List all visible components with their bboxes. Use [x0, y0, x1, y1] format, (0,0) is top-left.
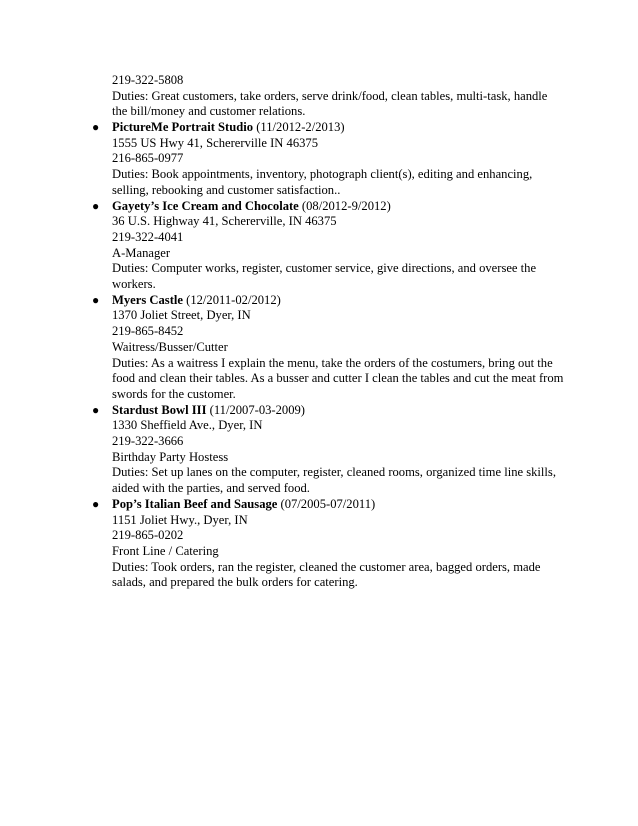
- employer-name: PictureMe Portrait Studio: [112, 120, 254, 134]
- address: 1555 US Hwy 41, Schererville IN 46375: [112, 135, 319, 150]
- job-title: A-Manager: [112, 245, 171, 260]
- bullet-icon: ●: [92, 292, 100, 307]
- job-heading: [112, 403, 562, 419]
- phone-number: 219-865-8452: [112, 324, 184, 339]
- bullet-icon: ●: [92, 198, 100, 213]
- job-title: Waitress/Busser/Cutter: [112, 339, 228, 354]
- duties-line: salads, and prepared the bulk orders for catering.: [112, 575, 358, 590]
- duties-line: Duties: Computer works, register, customer service, give directions, and oversee the: [112, 261, 537, 276]
- bullet-icon: ●: [92, 496, 100, 511]
- address: 1151 Joliet Hwy., Dyer, IN: [112, 512, 248, 527]
- employer-name: Gayety’s Ice Cream and Chocolate: [112, 198, 299, 213]
- job-heading: [112, 497, 562, 513]
- employer-name: Stardust Bowl III: [112, 402, 207, 417]
- duties-line: the bill/money and customer relations.: [112, 104, 306, 119]
- address: 1330 Sheffield Ave., Dyer, IN: [112, 418, 263, 433]
- bullet-icon: ●: [92, 402, 100, 417]
- phone-number: 219-865-0202: [112, 528, 184, 543]
- address: 1370 Joliet Street, Dyer, IN: [112, 308, 251, 323]
- job-title: Front Line / Catering: [112, 543, 219, 558]
- job-entry-gayetys: [0, 199, 562, 293]
- job-title: Birthday Party Hostess: [112, 449, 229, 464]
- duties-line: Duties: Book appointments, inventory, photograph client(s), editing and enhancing,: [112, 167, 533, 182]
- address: 36 U.S. Highway 41, Schererville, IN 46375: [112, 214, 337, 229]
- phone-number: 219-322-3666: [112, 434, 184, 449]
- phone-number: 219-322-5808: [112, 73, 184, 87]
- employment-dates: (12/2011-02/2012): [183, 292, 281, 307]
- job-heading: [112, 120, 562, 136]
- duties-line: Duties: As a waitress I explain the menu, take the orders of the costumers, bring out the: [112, 355, 553, 370]
- employment-dates: (11/2007-03-2009): [206, 402, 306, 417]
- employer-name: Myers Castle: [112, 292, 183, 307]
- job-entry-myers-castle: [0, 293, 562, 403]
- duties-line: Duties: Great customers, take orders, serve drink/food, clean tables, multi-task, handle: [112, 88, 548, 103]
- job-entry-stardust-bowl: [0, 403, 562, 497]
- job-entry-pictureme: [0, 120, 562, 199]
- duties-line: swords for the customer.: [112, 386, 236, 401]
- duties-line: food and clean their tables. As a busser and cutter I clean the tables and cut the meat from: [112, 371, 564, 386]
- job-heading: [112, 199, 562, 215]
- job-heading: [112, 293, 562, 309]
- employment-dates: (07/2005-07/2011): [277, 496, 376, 511]
- duties-line: workers.: [112, 277, 156, 292]
- bullet-icon: ●: [92, 120, 100, 134]
- duties-line: selling, rebooking and customer satisfaction..: [112, 182, 341, 197]
- duties-line: aided with the parties, and served food.: [112, 481, 310, 496]
- phone-number: 219-322-4041: [112, 229, 184, 244]
- duties-line: Duties: Set up lanes on the computer, register, cleaned rooms, organized time line skills,: [112, 465, 556, 480]
- job-entry-pops-italian-beef: [0, 497, 562, 591]
- phone-number: 216-865-0977: [112, 151, 184, 166]
- employment-dates: (11/2012-2/2013): [253, 120, 345, 134]
- duties-line: Duties: Took orders, ran the register, cleaned the customer area, bagged orders, made: [112, 559, 541, 574]
- employer-name: Pop’s Italian Beef and Sausage: [112, 496, 278, 511]
- job-list: [0, 120, 638, 591]
- employment-dates: (08/2012-9/2012): [298, 198, 391, 213]
- previous-job-continuation: [112, 73, 572, 120]
